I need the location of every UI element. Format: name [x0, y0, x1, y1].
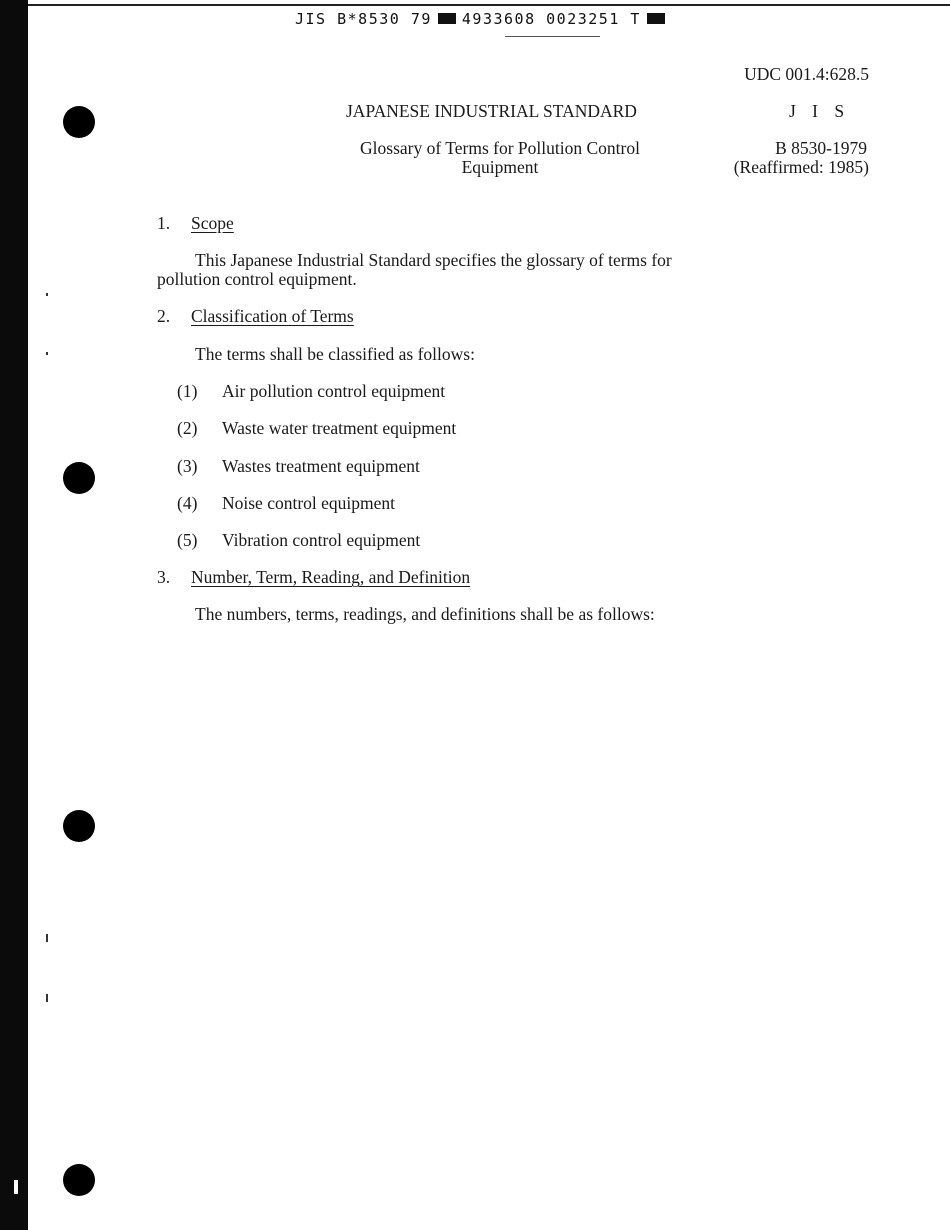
udc-classification: UDC 001.4:628.5	[744, 64, 869, 84]
scope-text-line-1: This Japanese Industrial Standard specifies the glossary of terms for	[195, 250, 672, 270]
jis-mark: J I S	[789, 101, 851, 121]
section-1-heading: Scope	[191, 213, 234, 233]
classification-intro: The terms shall be classified as follows:	[195, 344, 475, 364]
section-3-number: 3.	[157, 567, 171, 587]
punch-hole	[63, 106, 95, 138]
list-item-text: Vibration control equipment	[222, 530, 421, 550]
list-item-number: (3)	[177, 456, 198, 476]
scan-speck	[46, 293, 48, 296]
title-line-1: Glossary of Terms for Pollution Control	[360, 138, 640, 158]
list-item-number: (1)	[177, 381, 198, 401]
scan-edge-notch	[14, 1180, 18, 1194]
list-item-number: (4)	[177, 493, 198, 513]
list-item-text: Noise control equipment	[222, 493, 396, 513]
title-line-2: Equipment	[461, 157, 539, 177]
redaction-block	[438, 13, 456, 24]
section-1-number: 1.	[157, 213, 171, 233]
code-prefix: JIS B*8530 79	[295, 10, 432, 28]
redaction-block	[647, 13, 665, 24]
list-item-text: Wastes treatment equipment	[222, 456, 420, 476]
list-item-number: (2)	[177, 418, 198, 438]
code-suffix: 4933608 0023251 T	[461, 10, 641, 28]
top-rule	[28, 4, 950, 6]
scan-speck	[46, 352, 48, 355]
punch-hole	[63, 462, 95, 494]
list-item-text: Waste water treatment equipment	[222, 418, 457, 438]
document-code	[295, 10, 671, 32]
punch-hole	[63, 810, 95, 842]
standard-type: JAPANESE INDUSTRIAL STANDARD	[346, 101, 637, 121]
scan-left-edge	[0, 0, 28, 1230]
section-3-heading: Number, Term, Reading, and Definition	[191, 567, 471, 587]
scope-text-line-2: pollution control equipment.	[157, 269, 357, 289]
scan-speck	[46, 994, 48, 1002]
standard-number: B 8530-1979	[775, 138, 867, 158]
reaffirmed-note: (Reaffirmed: 1985)	[733, 157, 869, 177]
code-underline	[505, 36, 600, 37]
punch-hole	[63, 1164, 95, 1196]
section-2-heading: Classification of Terms	[191, 306, 354, 326]
scan-speck	[46, 934, 48, 942]
section-2-number: 2.	[157, 306, 171, 326]
list-item-number: (5)	[177, 530, 198, 550]
definitions-intro: The numbers, terms, readings, and definitions shall be as follows:	[195, 604, 655, 624]
list-item-text: Air pollution control equipment	[222, 381, 446, 401]
